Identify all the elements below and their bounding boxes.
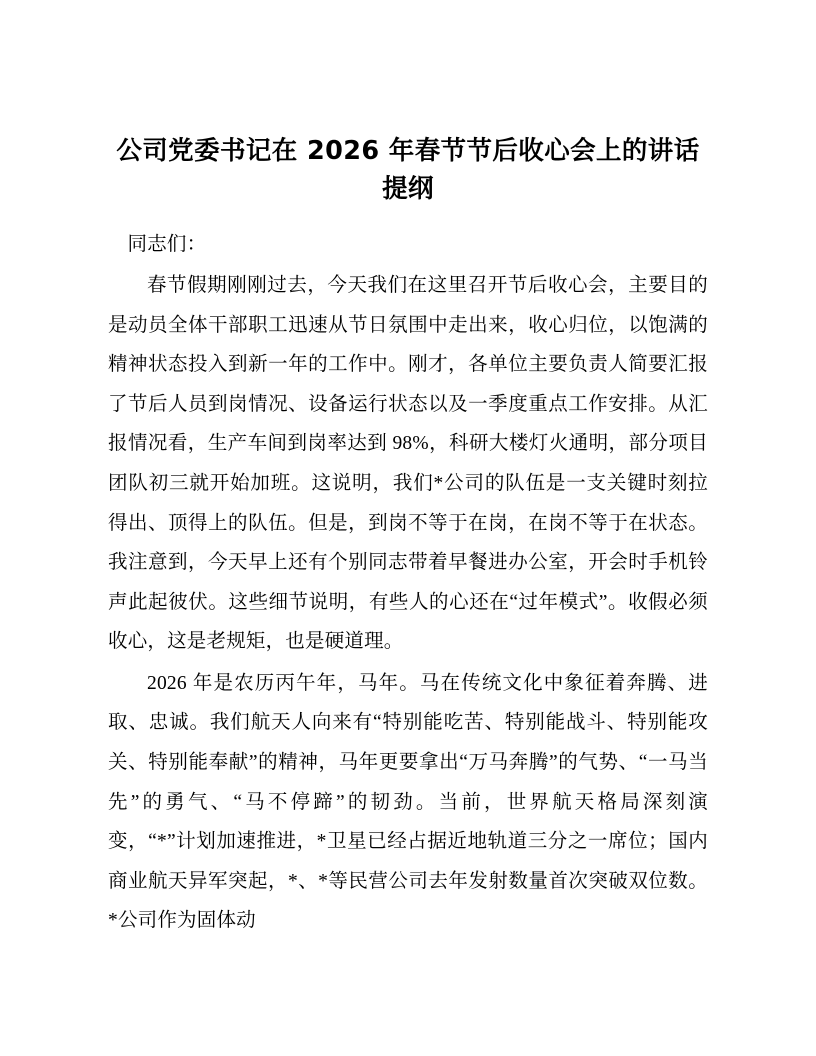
paragraph-1: 春节假期刚刚过去，今天我们在这里召开节后收心会，主要目的是动员全体干部职工迅速从节日氛围中走出来，收心归位，以饱满的精神状态投入到新一年的工作中。刚才，各单位主要负责人简要汇报了节后人员到岗情况、设备运行状态以及一季度重点工作安排。从汇报情况看，生产车间到岗率达到 98%，科研大楼灯火通明，部分项目团队初三就开始加班。这说明，我们*公司的队伍是一支关键时刻拉得出、顶得上的队伍。但是，到岗不等于在岗，在岗不等于在状态。我注意到，今天早上还有个别同志带着早餐进办公室，开会时手机铃声此起彼伏。这些细节说明，有些人的心还在“过年模式”。收假必须收心，这是老规矩，也是硬道理。 (108, 275, 708, 653)
page-title: 公司党委书记在 2026 年春节节后收心会上的讲话提纲 (116, 136, 700, 205)
paragraph-2: 2026 年是农历丙午年，马年。马在传统文化中象征着奔腾、进取、忠诚。我们航天人向来有“特别能吃苦、特别能战斗、特别能攻关、特别能奉献”的精神，马年更要拿出“万马奔腾”的气势、“一马当先”的勇气、“马不停蹄”的韧劲。当前，世界航天格局深刻演变，“*”计划加速推进，*卫星已经占据近地轨道三分之一席位；国内商业航天异军突起，*、*等民营公司去年发射数量首次突破双位数。*公司作为固体动 (108, 672, 708, 932)
document-body (108, 225, 708, 941)
salutation: 同志们： (127, 233, 207, 255)
